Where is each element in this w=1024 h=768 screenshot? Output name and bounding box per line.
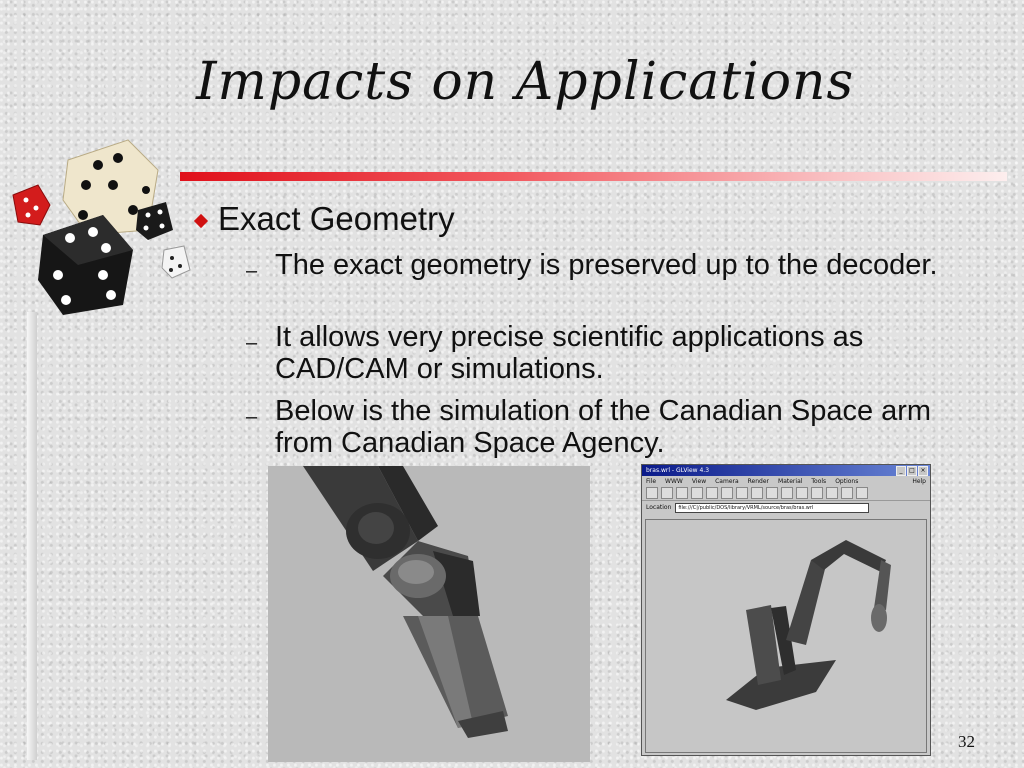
window-titlebar xyxy=(642,465,930,476)
dash-marker: – xyxy=(246,260,258,282)
subbullet-3 xyxy=(246,395,976,459)
menu-item: Options xyxy=(835,477,859,485)
subbullet-2 xyxy=(246,321,976,385)
subbullet-text: It allows very precise scientific applications as CAD/CAM or simulations. xyxy=(275,321,864,385)
menu-item: Camera xyxy=(715,477,739,485)
location-bar xyxy=(642,501,930,514)
bullet-exact-geometry xyxy=(196,200,455,238)
toolbar-button-icon xyxy=(841,487,853,499)
menu-item: File xyxy=(646,477,657,485)
maximize-icon: □ xyxy=(907,466,917,476)
red-die xyxy=(13,185,50,225)
toolbar-button-icon xyxy=(811,487,823,499)
slide-title: Impacts on Applications xyxy=(196,52,855,112)
toolbar-button-icon xyxy=(706,487,718,499)
bullet-label: Exact Geometry xyxy=(218,200,455,237)
toolbar-button-icon xyxy=(766,487,778,499)
toolbar-button-icon xyxy=(781,487,793,499)
small-white-die xyxy=(162,246,190,278)
title-underline xyxy=(180,172,1007,181)
glview-window-screenshot xyxy=(641,464,931,756)
location-field: file:///C|/public/DOS/library/VRML/source/bras/bras.wrl xyxy=(675,503,869,513)
dash-marker: – xyxy=(246,406,258,428)
space-arm-render-closeup xyxy=(268,466,590,762)
menu-item: Render xyxy=(747,477,770,485)
menu-item: View xyxy=(691,477,707,485)
toolbar-button-icon xyxy=(646,487,658,499)
toolbar-button-icon xyxy=(826,487,838,499)
3d-viewport xyxy=(645,519,927,753)
dice-illustration xyxy=(8,130,198,320)
menu-item: Material xyxy=(778,477,803,485)
toolbar-button-icon xyxy=(676,487,688,499)
menu-item: WWW xyxy=(665,477,683,485)
menu-item: Tools xyxy=(811,477,827,485)
window-toolbar xyxy=(642,486,930,501)
location-label: Location xyxy=(646,504,672,511)
minimize-icon: _ xyxy=(896,466,906,476)
page-number: 32 xyxy=(958,732,975,751)
toolbar-button-icon xyxy=(691,487,703,499)
window-title: bras.wrl - GLView 4.3 xyxy=(646,467,710,474)
subbullet-text: Below is the simulation of the Canadian Space arm from Canadian Space Agency. xyxy=(275,395,932,459)
close-icon: × xyxy=(918,466,928,476)
toolbar-button-icon xyxy=(856,487,868,499)
toolbar-button-icon xyxy=(796,487,808,499)
dash-marker: – xyxy=(246,332,258,354)
subbullet-1 xyxy=(246,249,976,281)
menu-item-help: Help xyxy=(912,477,926,485)
toolbar-button-icon xyxy=(721,487,733,499)
toolbar-button-icon xyxy=(661,487,673,499)
left-decorative-bar xyxy=(27,312,37,760)
toolbar-button-icon xyxy=(736,487,748,499)
toolbar-button-icon xyxy=(751,487,763,499)
subbullet-text: The exact geometry is preserved up to the decoder. xyxy=(275,249,938,281)
diamond-bullet-icon xyxy=(194,214,208,228)
window-menubar xyxy=(642,476,930,486)
